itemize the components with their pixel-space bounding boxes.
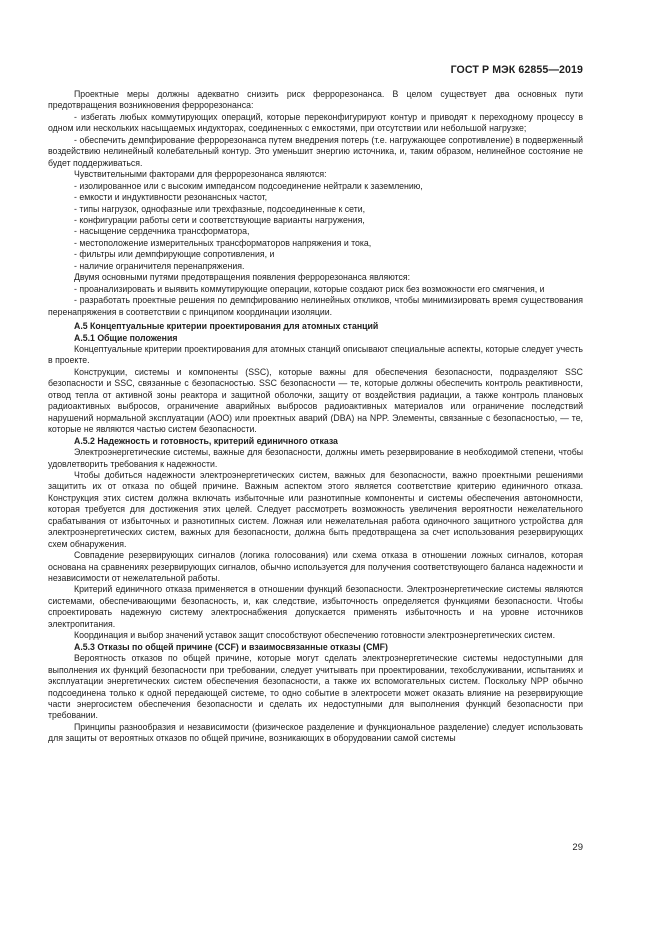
body-paragraph: Критерий единичного отказа применяется в отношении функций безопасности. Электроэнергетические системы являются системами, обеспечивающими безопасность, и, как следствие, избыточность определяется функциями безопасности. Чтобы спроектировать надежную систему электроснабжения допускается применять избыточность и на уровне источников электропитания. [48,584,583,629]
document-body [48,89,583,745]
body-paragraph: - местоположение измерительных трансформаторов напряжения и тока, [74,237,372,248]
body-paragraph: Концептуальные критерии проектирования для атомных станций описывают специальные аспекты, которые следует учесть в проекте. [48,343,583,366]
body-paragraph: Координация и выбор значений уставок защит способствуют обеспечению готовности электроэнергетических систем. [74,630,555,641]
body-paragraph: Чувствительными факторами для феррорезонанса являются: [74,169,327,180]
page-number: 29 [572,842,583,853]
section-heading: А.5.1 Общие положения [74,332,178,343]
body-paragraph: - обеспечить демпфирование феррорезонанса путем внедрения потерь (т.е. нагружающее сопротивление) в подверженный воздействию нелинейный колебательный контур. Это уменьшит энергию источника, и, таким образом, нелинейное состояние не будет поддерживаться. [48,134,583,168]
body-paragraph: Проектные меры должны адекватно снизить риск феррорезонанса. В целом существует два основных пути предотвращения возникновения феррорезонанса: [48,89,583,111]
section-heading: А.5.2 Надежность и готовность, критерий единичного отказа [74,435,338,446]
section-heading: А.5 Концептуальные критерии проектирования для атомных станций [74,321,379,332]
body-paragraph: - емкости и индуктивности резонансных частот, [74,192,268,203]
body-paragraph: - наличие ограничителя перенапряжения. [74,260,245,271]
body-paragraph: Конструкции, системы и компоненты (SSC), которые важны для обеспечения безопасности, подразделяют SSC безопасности и SSC, связанные с безопасностью. SSC безопасности — те, которые должны обеспечить контроль реактивности, отвод тепла от активной зоны реактора и защитной оболочки, защиту от воздействия радиации, а также контроль плановых радиоактивных выбросов, ограничение аварийных выбросов радиоактивных материалов или ограничение последствий нарушений нормальной эксплуатации (АОО) или проектных аварий (DBA) на NPP. Элементы, связанные с безопасностью, — те, которые не являются частью систем безопасности. [48,366,583,435]
body-paragraph: Принципы разнообразия и независимости (физическое разделение и функциональное разделение) следует использовать для защиты от вероятных отказов по общей причине, возникающих в оборудовании самой системы [48,721,583,744]
body-paragraph: - типы нагрузок, однофазные или трехфазные, подсоединенные к сети, [74,203,366,214]
body-paragraph: - изолированное или с высоким импедансом подсоединение нейтрали к заземлению, [74,180,423,191]
body-paragraph: - избегать любых коммутирующих операций, которые переконфигурируют контур и приводят к переходному процессу в одном или нескольких насыщаемых индукторах, соединенных с емкостями, при отсутствии или небольшой нагрузке; [48,111,583,134]
body-paragraph: - насыщение сердечника трансформатора, [74,226,250,237]
body-paragraph: - фильтры или демпфирующие сопротивления, и [74,249,275,260]
body-paragraph: Электроэнергетические системы, важные для безопасности, должны иметь резервирование в необходимой степени, чтобы удовлетворить требования к надежности. [48,447,583,469]
body-paragraph: - разработать проектные решения по демпфированию нелинейных откликов, чтобы минимизировать время существования перенапряжения в соответствии с принципом координации изоляции. [48,295,583,317]
body-paragraph: Двумя основными путями предотвращения появления феррорезонанса являются: [74,272,411,283]
body-paragraph: - конфигурации работы сети и соответствующие варианты нагружения, [74,214,365,225]
body-paragraph: Вероятность отказов по общей причине, которые могут сделать электроэнергетические системы недоступными для выполнения их функций безопасности при требовании, следует учитывать при проектировании, техобслуживании, испытаниях и эксплуатации энергетических систем обеспечения безопасности, а также их вспомогательных систем. Поскольку NPP обычно подсоединена только к одной передающей системе, то одно событие в электросети может оказать влияние на резервирующие части энергосистем обеспечения безопасности и сделать их недоступными для выполнения функций безопасности при требовании. [48,653,583,721]
document-standard-id: ГОСТ Р МЭК 62855—2019 [450,64,583,76]
body-paragraph: Совпадение резервирующих сигналов (логика голосования) или схема отказа в отношении ложных сигналов, которая основана на сравнениях резервирующих сигналов, обычно используется для получения соответствующего баланса надежности и независимости от нежелательной работы. [48,550,583,584]
body-paragraph: Чтобы добиться надежности электроэнергетических систем, важных для безопасности, важно проектными решениями защитить их от отказа по общей причине. Важным аспектом этого является соответствие критерию единичного отказа. Конструкция этих систем должна включать избыточные или разнотипные компоненты и системы обеспечения автономности, которая требуется для достижения этих целей. Следует рассмотреть возможность увеличения вероятности нежелательного срабатывания от избыточных и разнотипных систем. Ложная или нежелательная работа одиночного защитного устройства для электроэнергетических систем, важных для безопасности, должна быть предотвращена за счет использования резервирующих схем обнаружения. [48,469,583,549]
section-heading: А.5.3 Отказы по общей причине (CCF) и взаимосвязанные отказы (CMF) [74,641,388,652]
body-paragraph: - проанализировать и выявить коммутирующие операции, которые создают риск без возможности его смягчения, и [74,283,545,294]
